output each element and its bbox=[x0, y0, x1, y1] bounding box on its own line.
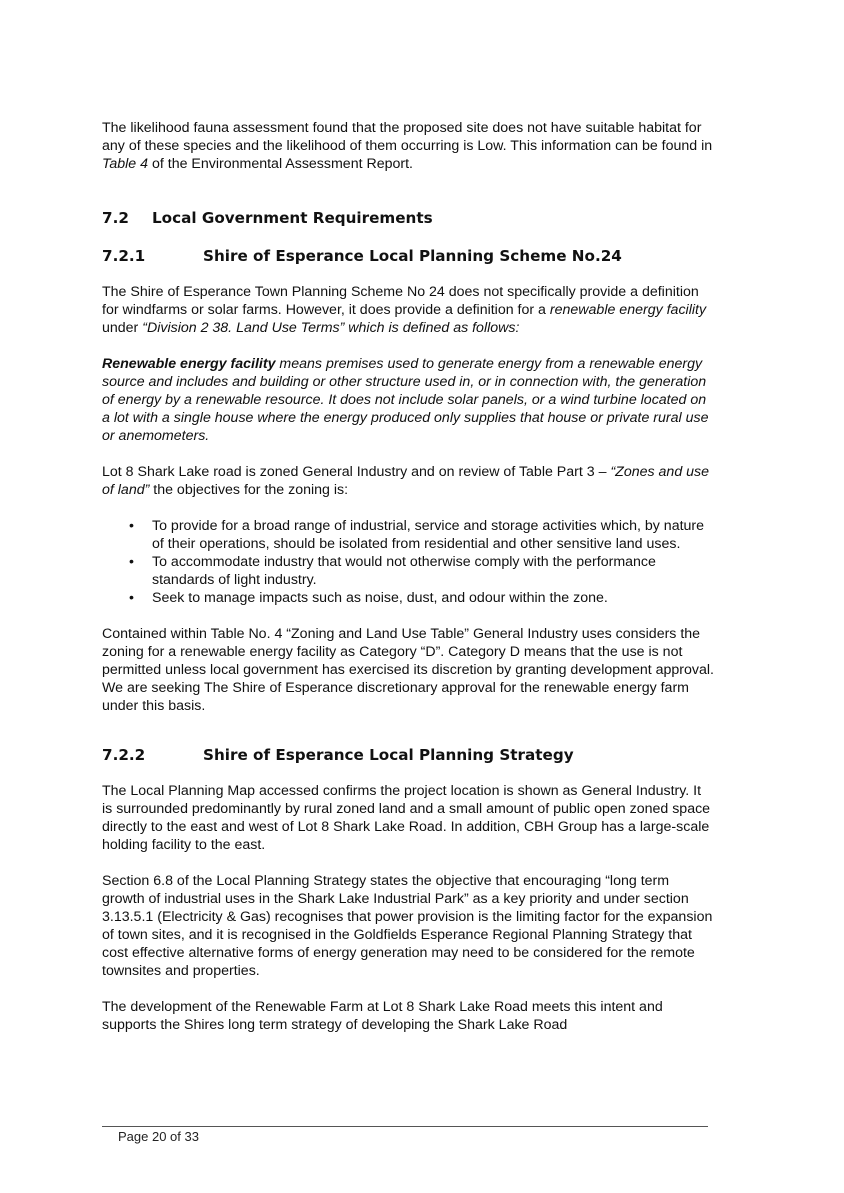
paragraph-zoning-table: Contained within Table No. 4 “Zoning and Land Use Table” General Industry uses considers the zoning for a renewable energy facility as Category “D”. Category D means that the use is not permitted unless local government has exercised its discretion by granting development approval. We are seeking The Shire of Esperance discretionary approval for the renewable energy farm under this basis. bbox=[102, 626, 714, 714]
paragraph-development: The development of the Renewable Farm at Lot 8 Shark Lake Road meets this intent and supports the Shires long term strategy of developing the Shark Lake Road bbox=[102, 999, 663, 1033]
section-title: Shire of Esperance Local Planning Strategy bbox=[203, 746, 574, 764]
section-number: 7.2.1 bbox=[102, 247, 146, 265]
section-number: 7.2.2 bbox=[102, 746, 146, 764]
zoning-objectives-list bbox=[102, 517, 714, 607]
bullet-icon: • bbox=[129, 554, 134, 570]
bullet-icon: • bbox=[129, 590, 134, 606]
section-number: 7.2 bbox=[102, 209, 129, 227]
paragraph-planning-strategy: Section 6.8 of the Local Planning Strategy states the objective that encouraging “long term growth of industrial uses in the Shark Lake Industrial Park” as a key priority and under section 3.13.5.1 (Electricity & Gas) recognises that power provision is the limiting factor for the expansion of town sites, and it is recognised in the Goldfields Esperance Regional Planning Strategy that cost effective alternative forms of energy generation may need to be considered for the remote townsites and properties. bbox=[102, 873, 713, 979]
paragraph-planning-scheme: The Shire of Esperance Town Planning Scheme No 24 does not specifically provide a definition for windfarms or solar farms. However, it does provide a definition for a renewable energy facility under “Division 2 38. Land Use Terms” which is defined as follows: bbox=[102, 284, 707, 336]
section-title: Shire of Esperance Local Planning Scheme No.24 bbox=[203, 247, 622, 265]
definition-renewable-energy-facility: Renewable energy facility means premises used to generate energy from a renewable energy source and includes and building or other structure used in, or in connection with, the generation of energy by a renewable resource. It does not include solar panels, or a wind turbine located on a lot with a single house where the energy produced only supplies that house or private rural use or anemometers. bbox=[102, 356, 709, 444]
bullet-icon: • bbox=[129, 518, 134, 534]
document-page bbox=[102, 119, 714, 1034]
paragraph-fauna-assessment: The likelihood fauna assessment found that the proposed site does not have suitable habitat for any of these species and the likelihood of them occurring is Low. This information can be found in Table 4 of the Environmental Assessment Report. bbox=[102, 120, 713, 172]
list-item: • To provide for a broad range of industrial, service and storage activities which, by nature of their operations, should be isolated from residential and other sensitive land uses. bbox=[129, 518, 705, 552]
paragraph-zoning: Lot 8 Shark Lake road is zoned General Industry and on review of Table Part 3 – “Zones and use of land” the objectives for the zoning is: bbox=[102, 464, 710, 498]
section-heading-7-2-2 bbox=[102, 745, 714, 765]
list-item: • To accommodate industry that would not otherwise comply with the performance standards of light industry. bbox=[129, 554, 656, 588]
list-item: • Seek to manage impacts such as noise, dust, and odour within the zone. bbox=[129, 590, 608, 606]
section-title: Local Government Requirements bbox=[152, 209, 433, 227]
page-number: Page 20 of 33 bbox=[118, 1129, 199, 1144]
section-heading-7-2 bbox=[102, 208, 714, 228]
footer-divider bbox=[102, 1126, 708, 1127]
section-heading-7-2-1 bbox=[102, 246, 714, 266]
paragraph-planning-map: The Local Planning Map accessed confirms the project location is shown as General Industry. It is surrounded predominantly by rural zoned land and a small amount of public open zoned space directly to the east and west of Lot 8 Shark Lake Road. In addition, CBH Group has a large-scale holding facility to the east. bbox=[102, 783, 711, 853]
